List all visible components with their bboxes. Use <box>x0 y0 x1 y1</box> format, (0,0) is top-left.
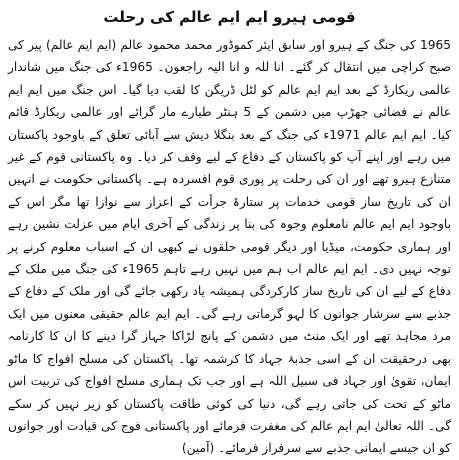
article-body: 1965 کی جنگ کے ہیرو اور سابق ایئر کموڈور محمد محمود عالم (ایم ایم عالم) پیر کی صبح کراچی میں انتقال کر گئے۔ انا للہ و انا الیہ راجعون۔ 1965ء کی جنگ میں شاندار عالمی ریکارڈ کے بعد ایم ایم عالم کو لٹل ڈریگن کا لقب دیا گیا۔ اس جنگ میں ایم ایم عالم نے فضائی جھڑپ میں دشمن کے 5 ہنٹر طیارے مار گرائے اور عالمی ریکارڈ قائم کیا۔ ایم ایم عالم 1971ء کی جنگ کے بعد بنگلا دیش سے آبائی تعلق کے باوجود پاکستان میں رہے اور اپنے آپ کو پاکستان کے دفاع کے لیے وقف کر دیا۔ وہ پاکستانی قوم کے غیر متنازع ہیرو تھے اور ان کی رحلت پر پوری قوم افسردہ ہے۔ پاکستانی حکومت نے انہیں ان کی تاریخ ساز قومی خدمات پر ستارۂ جرأت کے اعزاز سے نوازا تھا مگر اس کے باوجود ایم ایم عالم نامعلوم وجوہ کی بنا پر زندگی کے آخری ایام میں عزلت نشین رہے اور ہماری حکومت، میڈیا اور دیگر قومی حلقوں نے کبھی ان کے اسباب معلوم کرنے پر توجہ نہیں دی۔ ایم ایم عالم اب ہم میں نہیں رہے تاہم 1965ء کی جنگ میں ملک کے دفاع کے لیے ان کی تاریخ ساز کارکردگی ہمیشہ یاد رکھی جائے گی اور ملک کے دفاع کے جذبے سے سرشار جوانوں کا لہو گرماتی رہے گی۔ ایم ایم عالم حقیقی معنوں میں ایک مرد مجاہد تھے اور ایک منٹ میں دشمن کے پانچ لڑاکا جہاز گرا دینے کا ان کا کارنامہ بھی درحقیقت ان کے اسی جذبۂ جہاد کا کرشمہ تھا۔ پاکستان کی مسلح افواج کا ماٹو ایمان، تقویٰ اور جہاد فی سبیل اللہ ہے اور جب تک ہماری مسلح افواج کی تربیت اس ماٹو کے تحت کی جاتی رہے گی، دنیا کی کوئی طاقت پاکستان کو زیر نہیں کر سکے گی۔ اللہ تعالیٰ ایم ایم عالم کی مغفرت فرمائے اور پاکستانی فوج کی قیادت اور جوانوں کو ان جیسے ایمانی جذبے سے سرفراز فرمائے۔ (آمین) <box>8 38 451 456</box>
article-title: قومی ہیرو ایم ایم عالم کی رحلت <box>103 8 356 26</box>
